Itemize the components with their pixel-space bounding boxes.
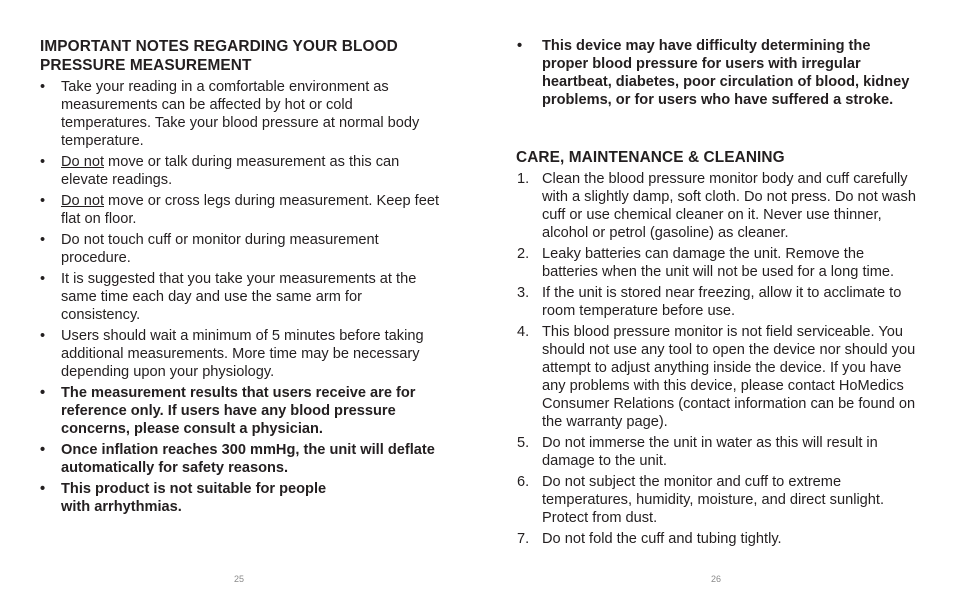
item-text: move or cross legs during measurement. Keep feet flat on floor.: [61, 193, 440, 227]
numbered-step: [516, 170, 916, 242]
step-text: Do not fold the cuff and tubing tightly.: [542, 531, 782, 547]
item-text: It is suggested that you take your measurements at the same time each day and use the same arm for consistency.: [61, 271, 417, 323]
list-item: [40, 192, 445, 228]
item-text: The measurement results that users receive are for reference only. If users have any blood pressure concerns, please consult a physician.: [61, 385, 416, 437]
list-item-emphasis: [40, 441, 445, 477]
care-maintenance-heading: CARE, MAINTENANCE & CLEANING: [516, 149, 785, 166]
numbered-step: [516, 473, 916, 527]
step-text: If the unit is stored near freezing, allow it to acclimate to room temperature before use.: [542, 285, 902, 319]
bullet-icon: •: [40, 154, 46, 170]
item-text: Do not touch cuff or monitor during measurement procedure.: [61, 232, 379, 266]
bullet-icon: •: [40, 385, 46, 401]
continued-notes-list: [516, 37, 916, 112]
item-underlined-prefix: Do not: [61, 154, 104, 170]
bullet-icon: •: [40, 193, 46, 209]
list-item-emphasis: [40, 480, 445, 516]
item-text: This product is not suitable for people with arrhythmias.: [61, 481, 327, 515]
step-text: This blood pressure monitor is not field serviceable. You should not use any tool to open the device nor should you attempt to adjust anything inside the device. If you have any problems with this device, please contact HoMedics Consumer Relations (contact information can be found on the warranty page).: [542, 324, 916, 430]
item-text: Users should wait a minimum of 5 minutes before taking additional measurements. More time may be necessary depending upon your physiology.: [61, 328, 424, 380]
bullet-icon: •: [517, 38, 523, 54]
numbered-step: [516, 245, 916, 281]
left-page: [40, 0, 445, 600]
list-item: [40, 270, 445, 324]
list-item: [40, 231, 445, 267]
step-text: Clean the blood pressure monitor body and cuff carefully with a slightly damp, soft cloth. Do not press. Do not wash cuff or use chemical cleaner on it. Never use thinner, alcohol or petrol (gasoline) as cleaner.: [542, 171, 916, 241]
list-item-emphasis: [516, 37, 916, 109]
item-text: This device may have difficulty determining the proper blood pressure for users with irregular heartbeat, diabetes, poor circulation of blood, kidney problems, or for users who have suffered a stroke.: [542, 38, 910, 108]
step-number: 5.: [517, 435, 530, 451]
bullet-icon: •: [40, 232, 46, 248]
step-text: Do not subject the monitor and cuff to extreme temperatures, humidity, moisture, and direct sunlight. Protect from dust.: [542, 474, 885, 526]
item-underlined-prefix: Do not: [61, 193, 104, 209]
numbered-step: [516, 284, 916, 320]
page-number: 26: [710, 574, 721, 584]
bullet-icon: •: [40, 271, 46, 287]
step-text: Do not immerse the unit in water as this will result in damage to the unit.: [542, 435, 878, 469]
step-number: 3.: [517, 285, 530, 301]
numbered-step: [516, 434, 916, 470]
care-steps-list: [516, 170, 916, 551]
numbered-step: [516, 530, 916, 548]
step-number: 4.: [517, 324, 530, 340]
measurement-notes-list: [40, 78, 445, 519]
bullet-icon: •: [40, 328, 46, 344]
step-text: Leaky batteries can damage the unit. Remove the batteries when the unit will not be used for a long time.: [542, 246, 895, 280]
item-text: Take your reading in a comfortable environment as measurements can be affected by hot or cold temperatures. Take your blood pressure at normal body temperature.: [61, 79, 420, 149]
numbered-step: [516, 323, 916, 431]
list-item-emphasis: [40, 384, 445, 438]
page-number: 25: [233, 574, 244, 584]
bullet-icon: •: [40, 481, 46, 497]
list-item: [40, 78, 445, 150]
step-number: 1.: [517, 171, 530, 187]
list-item: [40, 153, 445, 189]
bullet-icon: •: [40, 79, 46, 95]
item-text: move or talk during measurement as this can elevate readings.: [61, 154, 400, 188]
measurement-notes-heading: IMPORTANT NOTES REGARDING YOUR BLOOD PRESSURE MEASUREMENT: [40, 38, 398, 74]
step-number: 7.: [517, 531, 530, 547]
step-number: 6.: [517, 474, 530, 490]
list-item: [40, 327, 445, 381]
bullet-icon: •: [40, 442, 46, 458]
right-page: [516, 0, 916, 600]
item-text: Once inflation reaches 300 mmHg, the unit will deflate automatically for safety reasons.: [61, 442, 435, 476]
step-number: 2.: [517, 246, 530, 262]
